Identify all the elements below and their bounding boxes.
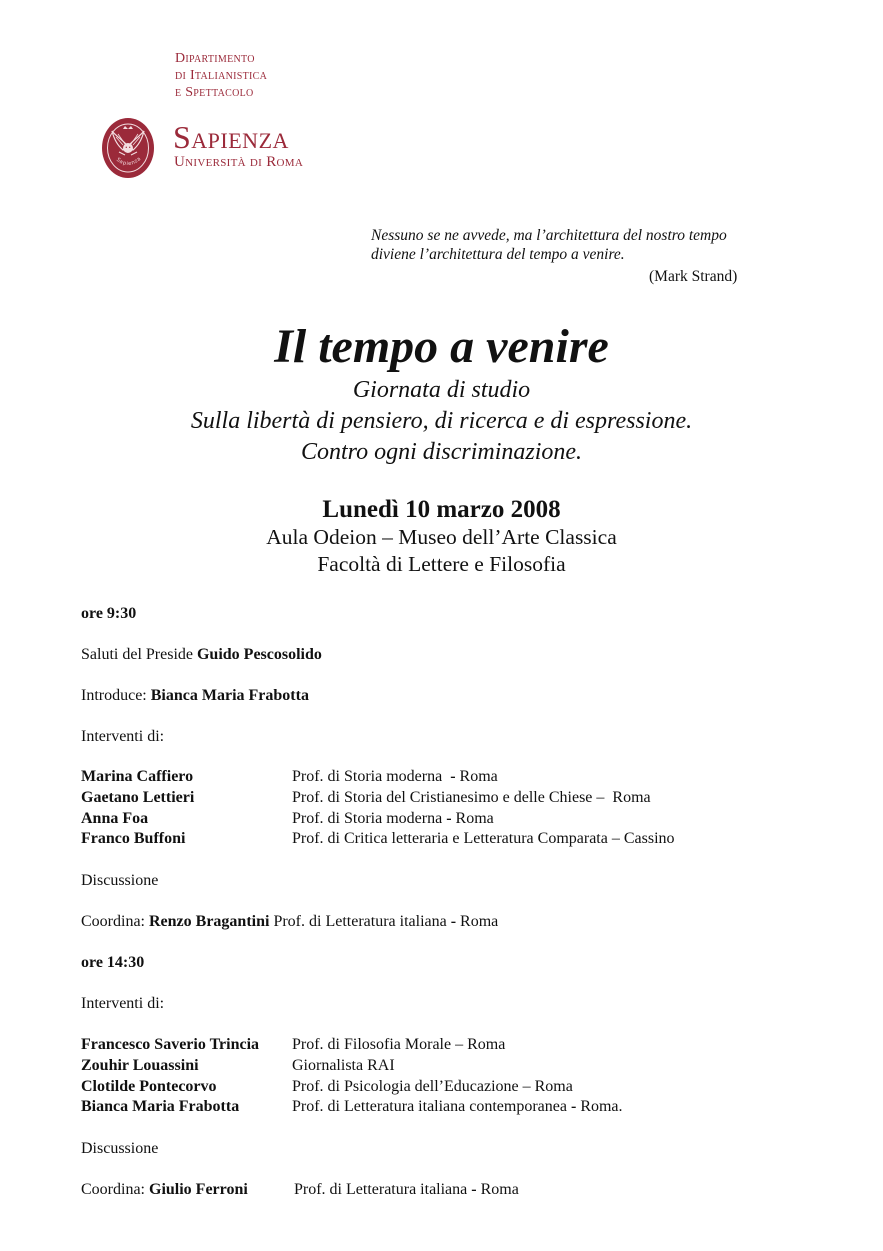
department-line: e Spettacolo	[175, 85, 254, 100]
event-title: Il tempo a venire	[274, 320, 609, 373]
speaker-name: Marina Caffiero	[81, 768, 194, 785]
event-subtitle: Giornata di studio	[352, 377, 531, 403]
epigraph-author: (Mark Strand)	[649, 268, 738, 285]
coordinator-role: Prof. di Letteratura italiana - Roma	[294, 1181, 519, 1198]
speaker-role: Giornalista RAI	[292, 1057, 395, 1074]
speaker-role: Prof. di Storia del Cristianesimo e delle Chiese – Roma	[292, 789, 651, 806]
speaker-role: Prof. di Filosofia Morale – Roma	[292, 1036, 506, 1053]
intro-label: Introduce:	[81, 687, 151, 704]
speaker-role: Prof. di Letteratura italiana contemporanea - Roma.	[292, 1098, 623, 1115]
intro-name: Bianca Maria Frabotta	[150, 687, 309, 704]
speaker-name: Clotilde Pontecorvo	[81, 1078, 217, 1095]
greetings-name: Guido Pescosolido	[196, 646, 322, 663]
session-time: ore 14:30	[81, 954, 145, 971]
speaker-name: Zouhir Louassini	[81, 1057, 199, 1074]
discussion-label: Discussione	[81, 1140, 159, 1157]
greetings-line	[81, 645, 322, 665]
intro-line	[81, 686, 309, 706]
discussion-label: Discussione	[81, 872, 159, 889]
department-name	[175, 50, 267, 101]
speakers-label: Interventi di:	[81, 995, 165, 1012]
event-venue: Aula Odeion – Museo dell’Arte Classica	[266, 525, 617, 549]
university-subtitle: Università di Roma	[174, 154, 304, 170]
coordinator-label: Coordina:	[81, 1181, 149, 1198]
event-faculty: Facoltà di Lettere e Filosofia	[317, 552, 566, 576]
speaker-role: Prof. di Psicologia dell’Educazione – Roma	[292, 1078, 573, 1095]
epigraph-quote	[371, 226, 727, 264]
epigraph-line: Nessuno se ne avvede, ma l’architettura del nostro tempo	[371, 227, 727, 244]
speaker-name: Anna Foa	[81, 810, 149, 827]
event-subtitle: Sulla libertà di pensiero, di ricerca e di espressione.	[190, 408, 693, 434]
speaker-role: Prof. di Critica letteraria e Letteratura Comparata – Cassino	[292, 830, 675, 847]
event-subtitle: Contro ogni discriminazione.	[300, 439, 583, 465]
coordinator-line: Coordina: Renzo Bragantini Prof. di Letteratura italiana - Roma	[81, 913, 499, 930]
speakers-label: Interventi di:	[81, 728, 165, 745]
coordinator-name: Giulio Ferroni	[149, 1181, 248, 1198]
session-time: ore 9:30	[81, 605, 137, 622]
coordinator-name: Renzo Bragantini	[149, 913, 270, 930]
speaker-name: Bianca Maria Frabotta	[81, 1098, 240, 1115]
department-line: Dipartimento	[175, 51, 255, 66]
coordinator-label: Coordina:	[81, 913, 149, 930]
coordinator-line	[81, 1180, 248, 1200]
university-name: Sapienza	[173, 119, 289, 155]
speaker-name: Francesco Saverio Trincia	[81, 1036, 260, 1053]
department-line: di Italianistica	[175, 68, 268, 83]
speaker-role: Prof. di Storia moderna - Roma	[292, 810, 494, 827]
epigraph-line: diviene l’architettura del tempo a venire.	[371, 246, 625, 263]
speaker-role: Prof. di Storia moderna - Roma	[292, 768, 498, 785]
speaker-name: Franco Buffoni	[81, 830, 186, 847]
speaker-name: Gaetano Lettieri	[81, 789, 195, 806]
event-date: Lunedì 10 marzo 2008	[322, 496, 561, 523]
greetings-label: Saluti del Preside	[81, 646, 197, 663]
university-seal-icon	[101, 117, 155, 179]
seal-text: Sapienza	[115, 155, 143, 168]
